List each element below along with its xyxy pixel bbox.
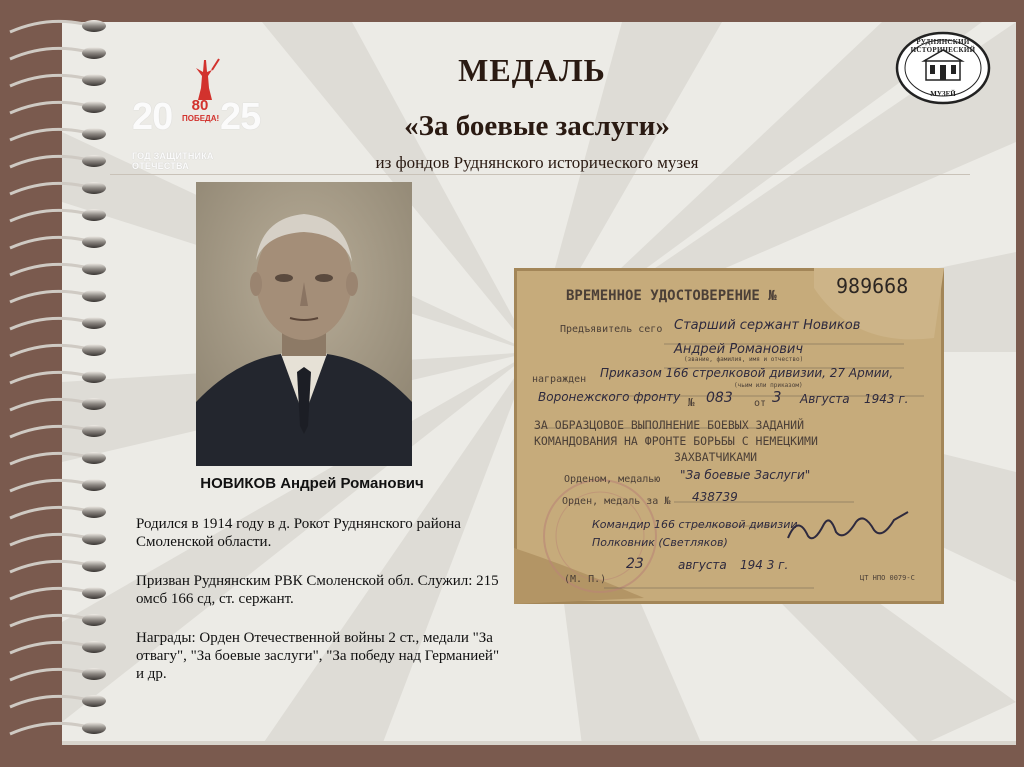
spiral-ring: [82, 155, 106, 167]
spiral-wire: [10, 561, 84, 572]
spiral-wire: [10, 183, 84, 194]
exemplary-line-1: ЗА ОБРАЗЦОВОЕ ВЫПОЛНЕНИЕ БОЕВЫХ ЗАДАНИЙ: [534, 418, 805, 432]
medal-number-label: Орден, медаль за №: [562, 496, 671, 507]
spiral-ring: [82, 20, 106, 32]
logo-number-right: 25: [220, 96, 261, 138]
motherland-statue-icon: [190, 58, 220, 102]
order-date-label: от: [754, 398, 767, 409]
spiral-ring: [82, 317, 106, 329]
spiral-wire: [10, 75, 84, 86]
awarded-small-caption: (чьим или приказом): [734, 382, 803, 389]
source-caption: из фондов Руднянского исторического музея: [375, 153, 699, 172]
order-medal-label: Орденом, медалью: [564, 474, 661, 485]
person-name: НОВИКОВ Андрей Романович: [200, 475, 424, 492]
spiral-ring: [82, 722, 106, 734]
logo-number-left: 20: [132, 96, 173, 138]
logo-caption: ГОД ЗАЩИТНИКА ОТЕЧЕСТВА: [132, 151, 214, 171]
spiral-ring: [82, 74, 106, 86]
spiral-wire: [10, 453, 84, 464]
commander-title: Командир 166 стрелковой дивизии: [592, 518, 798, 531]
header-divider: [110, 174, 970, 175]
spiral-ring: [82, 587, 106, 599]
order-number: 083: [706, 390, 733, 406]
spiral-ring: [82, 506, 106, 518]
spiral-wire: [10, 723, 84, 734]
spiral-ring: [82, 236, 106, 248]
spiral-wire: [10, 129, 84, 140]
stamp-label: (М. П.): [564, 574, 607, 585]
spiral-ring: [82, 479, 106, 491]
spiral-wire: [10, 264, 84, 275]
certificate-number: 989668: [836, 274, 909, 298]
medal-name-handwritten: "За боевые Заслуги": [680, 468, 811, 482]
spiral-wire: [10, 642, 84, 653]
spiral-ring: [82, 47, 106, 59]
sign-month: августа: [678, 558, 727, 572]
spiral-ring: [82, 452, 106, 464]
spiral-ring: [82, 344, 106, 356]
museum-logo-text-top: РУДНЯНСКИЙ ИСТОРИЧЕСКИЙ: [910, 38, 976, 54]
spiral-wire: [10, 534, 84, 545]
spiral-wire: [10, 696, 84, 707]
spiral-wire: [10, 507, 84, 518]
awarded-order-text: Приказом 166 стрелковой дивизии, 27 Армии,: [600, 366, 894, 380]
year-2025-logo: [132, 58, 272, 171]
certificate-heading: ВРЕМЕННОЕ УДОСТОВЕРЕНИЕ №: [566, 288, 777, 304]
notebook-spiral-binding: [6, 14, 108, 754]
spiral-ring: [82, 182, 106, 194]
sign-day: 23: [626, 556, 644, 572]
spiral-wire: [10, 210, 84, 221]
bio-birth: Родился в 1914 году в д. Рокот Руднянского района Смоленской области.: [136, 516, 461, 550]
holder-first-name: Андрей Романович: [674, 342, 804, 357]
spiral-ring: [82, 668, 106, 680]
spiral-ring: [82, 371, 106, 383]
page-bottom-edge: [62, 741, 1016, 745]
spiral-wire: [10, 48, 84, 59]
spiral-ring: [82, 533, 106, 545]
badge-word: ПОБЕДА!: [182, 114, 220, 123]
spiral-wire: [10, 372, 84, 383]
victory-80-badge: [182, 98, 218, 134]
awarded-label: награжден: [532, 374, 587, 385]
museum-logo-text-bottom: МУЗЕЙ: [930, 90, 956, 98]
bio-service: Призван Руднянским РВК Смоленской обл. Служил: 215 омсб 166 сд, ст. сержант.: [136, 573, 499, 607]
bio-awards: Награды: Орден Отечественной войны 2 ст., медали "За отвагу", "За боевые заслуги", "За победу над Германией" и др.: [136, 630, 500, 682]
holder-small-caption: (звание, фамилия, имя и отчество): [684, 356, 804, 363]
spiral-wire: [10, 345, 84, 356]
spiral-ring: [82, 641, 106, 653]
spiral-wire: [10, 615, 84, 626]
spiral-ring: [82, 128, 106, 140]
holder-rank-surname: Старший сержант Новиков: [674, 318, 861, 333]
commander-signature: [784, 508, 914, 548]
spiral-ring: [82, 209, 106, 221]
spiral-wire: [10, 318, 84, 329]
spiral-wire: [10, 237, 84, 248]
slide-page: [62, 22, 1016, 745]
exemplary-line-2: КОМАНДОВАНИЯ НА ФРОНТЕ БОРЬБЫ С НЕМЕЦКИМИ: [534, 434, 818, 448]
spiral-wire: [10, 588, 84, 599]
portrait-photo: [196, 182, 412, 466]
exemplary-line-3: ЗАХВАТЧИКАМИ: [674, 450, 758, 464]
spiral-wire: [10, 102, 84, 113]
spiral-wire: [10, 399, 84, 410]
order-no-label: №: [688, 396, 695, 409]
spiral-ring: [82, 101, 106, 113]
temporary-certificate-scan: [514, 268, 944, 604]
spiral-wire: [10, 669, 84, 680]
order-month: Августа: [800, 392, 850, 406]
spiral-wire: [10, 21, 84, 32]
order-year: 1943 г.: [864, 392, 909, 406]
spiral-ring: [82, 560, 106, 572]
spiral-ring: [82, 263, 106, 275]
spiral-ring: [82, 614, 106, 626]
spiral-wire: [10, 156, 84, 167]
spiral-ring: [82, 290, 106, 302]
front-name: Воронежского фронту: [538, 390, 681, 404]
commander-name: Полковник (Светляков): [592, 536, 728, 549]
print-code: ЦТ НПО 0079-С: [860, 574, 915, 582]
badge-number: 80: [191, 97, 209, 114]
museum-logo: [894, 30, 992, 106]
spiral-ring: [82, 695, 106, 707]
medal-number: 438739: [692, 490, 738, 504]
spiral-wire: [10, 426, 84, 437]
sign-year: 194 3 г.: [740, 558, 789, 572]
page-title: МЕДАЛЬ: [458, 52, 606, 88]
holder-label: Предъявитель сего: [560, 324, 663, 335]
medal-name: «За боевые заслуги»: [404, 110, 670, 142]
spiral-ring: [82, 398, 106, 410]
spiral-wire: [10, 291, 84, 302]
spiral-ring: [82, 425, 106, 437]
order-day: 3: [772, 388, 782, 406]
spiral-wire: [10, 480, 84, 491]
